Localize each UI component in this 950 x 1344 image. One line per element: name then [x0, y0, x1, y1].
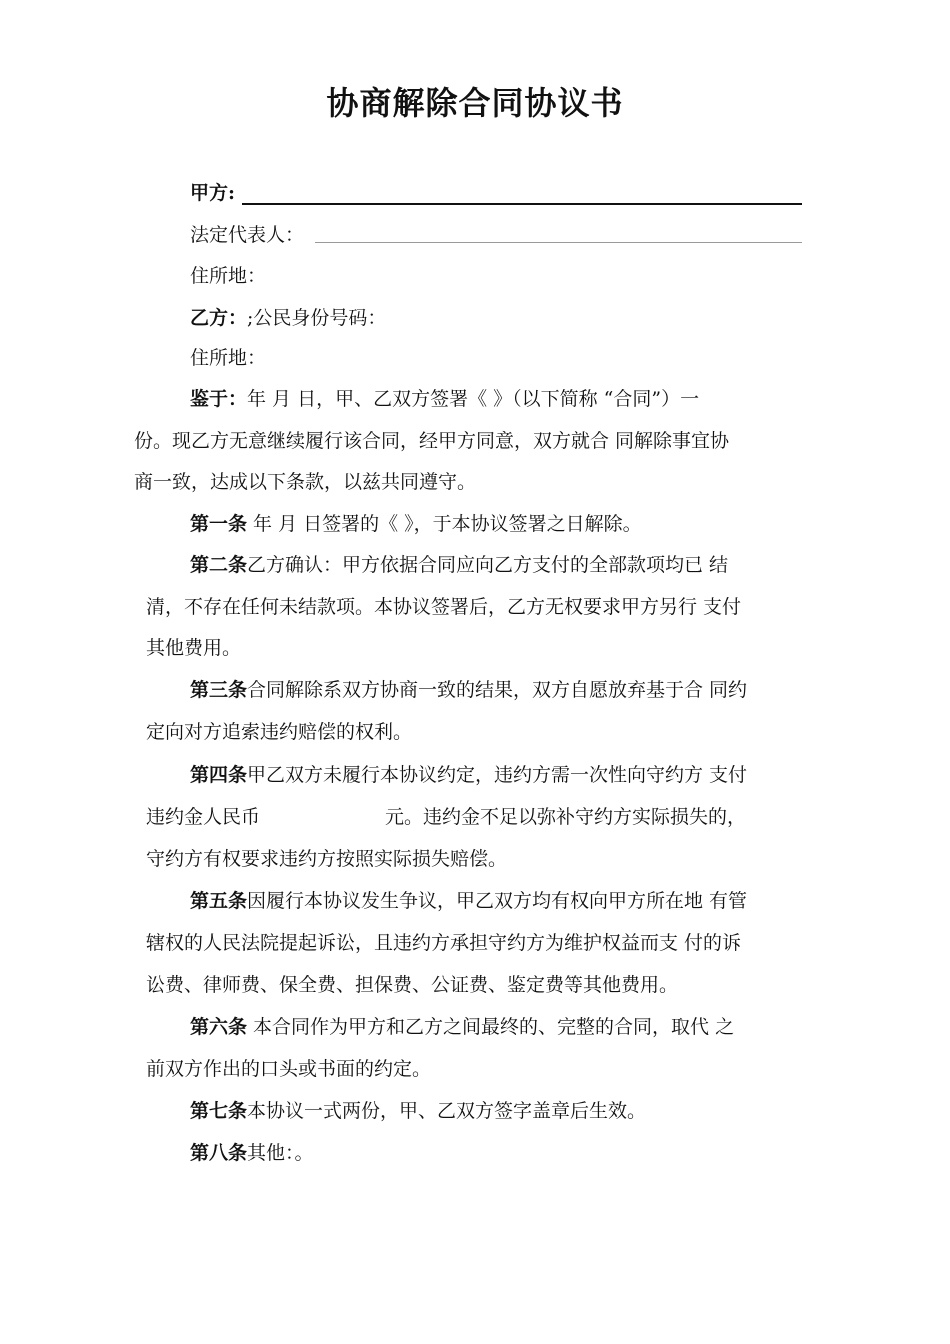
- article-5-line-1: [190, 888, 747, 914]
- article-6-line-1: [190, 1014, 734, 1040]
- whereas-line-1: [190, 386, 699, 412]
- article-8-text: 其他：。: [247, 1142, 314, 1164]
- party-a-underline: [242, 203, 802, 205]
- address-label-b: 住所地：: [190, 347, 267, 369]
- article-2-text-1: 乙方确认：甲方依据合同应向乙方支付的全部款项均已 结: [247, 554, 729, 576]
- article-5-line-2: 辖权的人民法院提起诉讼，且违约方承担守约方为维护权益而支 付的诉: [146, 932, 742, 954]
- article-6-line-2: 前双方作出的口头或书面的约定。: [146, 1058, 432, 1080]
- article-5-text-1: 因履行本协议发生争议，甲乙双方均有权向甲方所在地 有管: [247, 890, 748, 912]
- whereas-line-3: 商一致，达成以下条款，以兹共同遵守。: [134, 471, 477, 493]
- party-a-label: 甲方:: [190, 182, 236, 204]
- whereas-text-1: 年 月 日，甲、乙双方签署《 》（以下简称 “合同”）一: [247, 388, 700, 410]
- article-3-label: 第三条: [190, 679, 248, 701]
- legal-rep-label: 法定代表人：: [190, 224, 305, 246]
- article-8: [190, 1140, 314, 1166]
- article-5-line-3: 讼费、律师费、保全费、担保费、公证费、鉴定费等其他费用。: [146, 974, 679, 996]
- article-3-line-1: [190, 677, 747, 703]
- party-b-line: [190, 305, 386, 331]
- article-4-label: 第四条: [190, 764, 248, 786]
- whereas-label: 鉴于：: [190, 388, 248, 410]
- party-b-id-label: ;公民身份号码：: [247, 307, 387, 329]
- article-6-label: 第六条: [190, 1016, 248, 1038]
- article-4-line-1: [190, 762, 747, 788]
- whereas-line-2: 份。现乙方无意继续履行该合同，经甲方同意，双方就合 同解除事宜协: [134, 430, 730, 452]
- article-2-line-2: 清，不存在任何未结款项。本协议签署后，乙方无权要求甲方另行 支付: [146, 596, 742, 618]
- article-1: [190, 511, 642, 537]
- article-7-text: 本协议一式两份，甲、乙双方签字盖章后生效。: [247, 1100, 647, 1122]
- document-title: 协商解除合同协议书: [326, 84, 624, 122]
- article-8-label: 第八条: [190, 1142, 248, 1164]
- article-4-text-1: 甲乙双方未履行本协议约定，违约方需一次性向守约方 支付: [247, 764, 748, 786]
- article-2-line-3: 其他费用。: [146, 637, 242, 659]
- article-2-label: 第二条: [190, 554, 248, 576]
- article-7-label: 第七条: [190, 1100, 248, 1122]
- article-4-line-3: 守约方有权要求违约方按照实际损失赔偿。: [146, 848, 508, 870]
- article-1-label: 第一条: [190, 513, 248, 535]
- article-6-text-1: 本合同作为甲方和乙方之间最终的、完整的合同，取代 之: [247, 1016, 735, 1038]
- article-2-line-1: [190, 552, 728, 578]
- article-4-line-2a: 违约金人民币: [146, 806, 261, 828]
- address-label-a: 住所地：: [190, 265, 267, 287]
- article-4-line-2b: 元。违约金不足以弥补守约方实际损失的，: [385, 806, 747, 828]
- party-b-label: 乙方：: [190, 307, 248, 329]
- article-3-line-2: 定向对方追索违约赔偿的权利。: [146, 721, 413, 743]
- article-7: [190, 1098, 646, 1124]
- article-5-label: 第五条: [190, 890, 248, 912]
- legal-rep-underline: [315, 242, 802, 243]
- article-3-text-1: 合同解除系双方协商一致的结果，双方自愿放弃基于合 同约: [247, 679, 748, 701]
- article-1-text: 年 月 日签署的《 》，于本协议签署之日解除。: [247, 513, 642, 535]
